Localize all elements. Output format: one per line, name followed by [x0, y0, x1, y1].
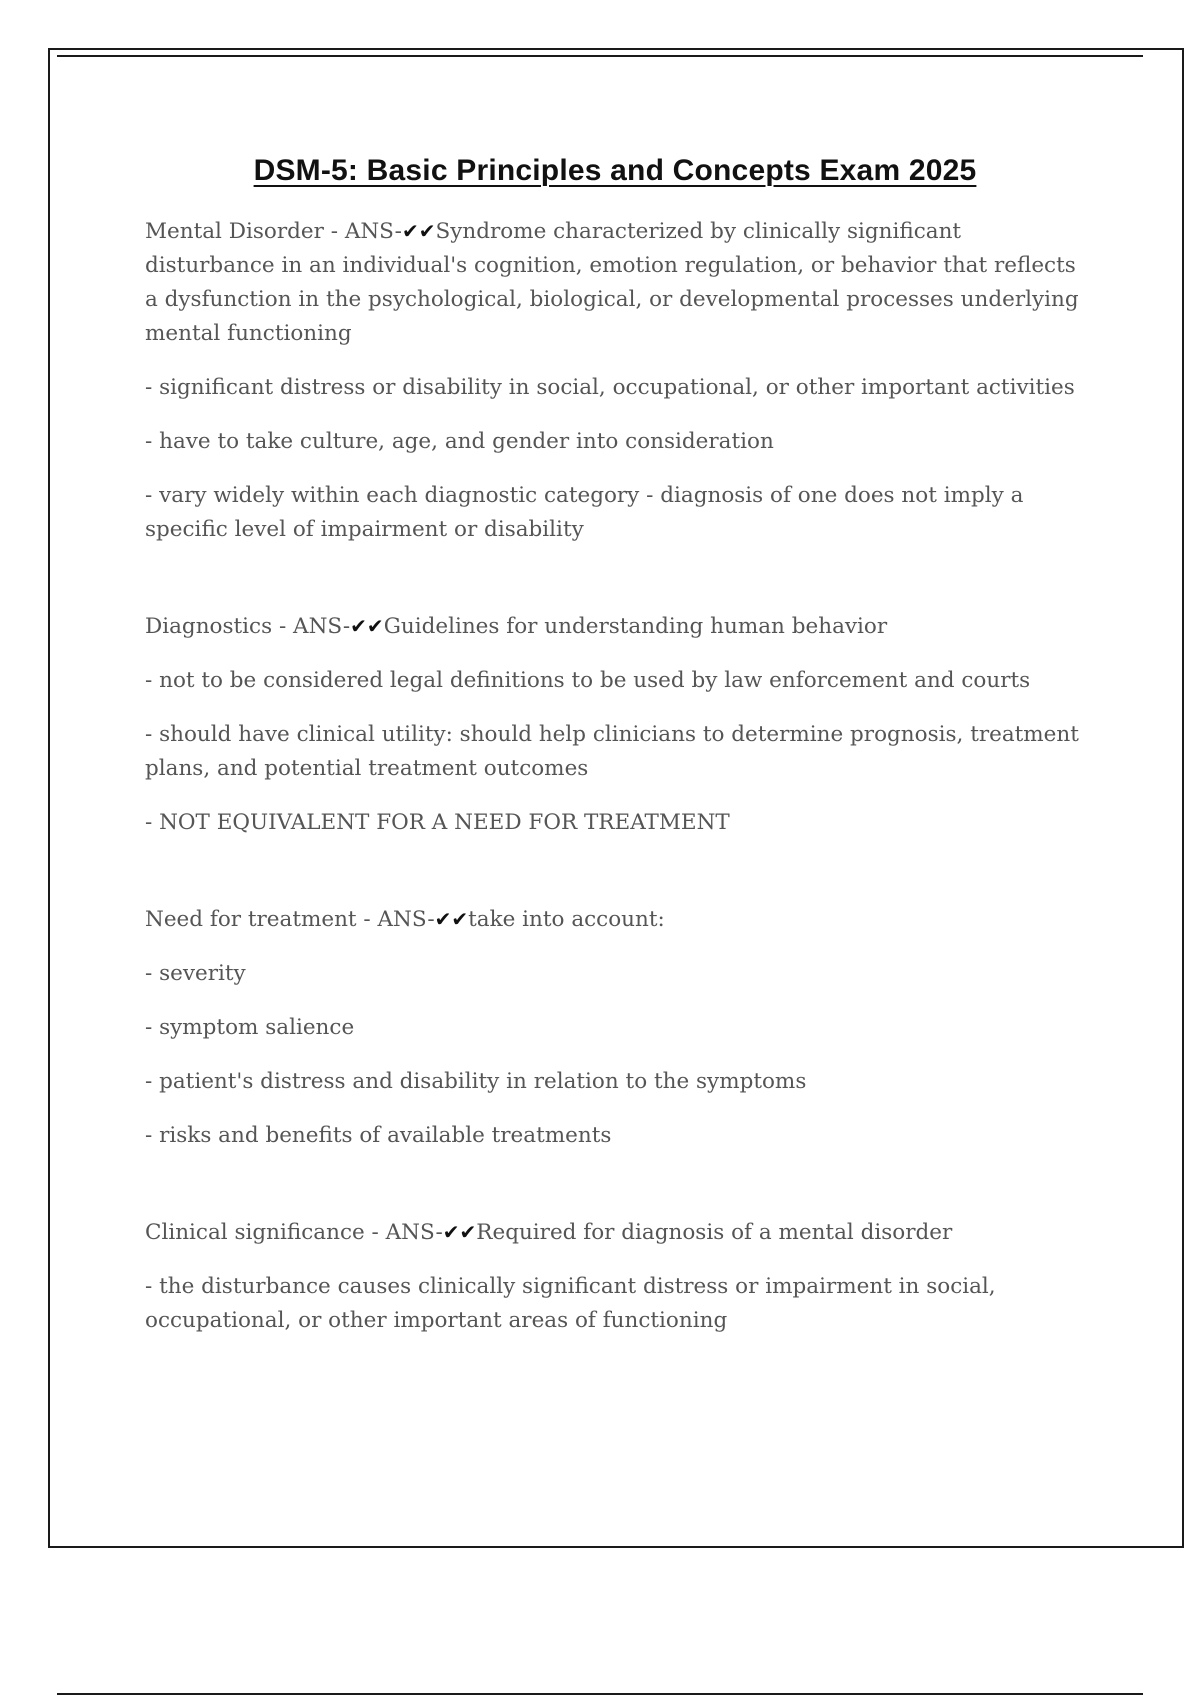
entry-answer: Syndrome characterized by clinically significant disturbance in an individual's cognition, emotion regulation, or behavior that reflects a dysfunction in the psychological, biological, or developmental processes underlying mental functioning — [145, 219, 1079, 346]
entry-point: - patient's distress and disability in relation to the symptoms — [145, 1069, 807, 1094]
entry-definition — [145, 214, 1085, 351]
check-marks-icon: ✔✔ — [401, 219, 436, 243]
entry-answer: Guidelines for understanding human behavior — [383, 614, 888, 639]
entry-point: - should have clinical utility: should help clinicians to determine prognosis, treatment plans, and potential treatment outcomes — [145, 722, 1079, 781]
entry-point: - the disturbance causes clinically significant distress or impairment in social, occupational, or other important areas of functioning — [145, 1274, 996, 1333]
entry-term: Need for treatment - ANS- — [145, 907, 435, 932]
check-marks-icon: ✔✔ — [434, 907, 469, 931]
check-marks-icon: ✔✔ — [350, 614, 384, 638]
entry-point: - have to take culture, age, and gender into consideration — [145, 429, 774, 454]
entry-point: - significant distress or disability in social, occupational, or other important activities — [145, 375, 1075, 400]
check-marks-icon: ✔✔ — [442, 1220, 477, 1244]
entry-point: - NOT EQUIVALENT FOR A NEED FOR TREATMENT — [145, 810, 730, 835]
entry-definition — [145, 609, 1085, 644]
entry-point: - not to be considered legal definitions to be used by law enforcement and courts — [145, 668, 1031, 693]
entry-answer: take into account: — [468, 907, 665, 932]
document-body — [145, 140, 1085, 1400]
document-title: DSM-5: Basic Principles and Concepts Exam 2025 — [253, 154, 977, 187]
bottom-rule — [57, 1693, 1143, 1695]
entry-need-for-treatment — [145, 902, 1085, 1153]
top-rule — [57, 55, 1143, 57]
entry-definition — [145, 1215, 1085, 1250]
entry-point: - symptom salience — [145, 1015, 355, 1040]
entry-term: Clinical significance - ANS- — [145, 1220, 443, 1245]
entry-term: Diagnostics - ANS- — [145, 614, 351, 639]
entry-term: Mental Disorder - ANS- — [145, 219, 402, 244]
entry-mental-disorder — [145, 214, 1085, 547]
entry-definition — [145, 902, 1085, 937]
entry-answer: Required for diagnosis of a mental disorder — [476, 1220, 953, 1245]
entry-point: - risks and benefits of available treatments — [145, 1123, 612, 1148]
entry-clinical-significance — [145, 1215, 1085, 1338]
entry-diagnostics — [145, 609, 1085, 840]
entry-point: - severity — [145, 961, 246, 986]
entry-point: - vary widely within each diagnostic category - diagnosis of one does not imply a specific level of impairment or disability — [145, 483, 1024, 542]
